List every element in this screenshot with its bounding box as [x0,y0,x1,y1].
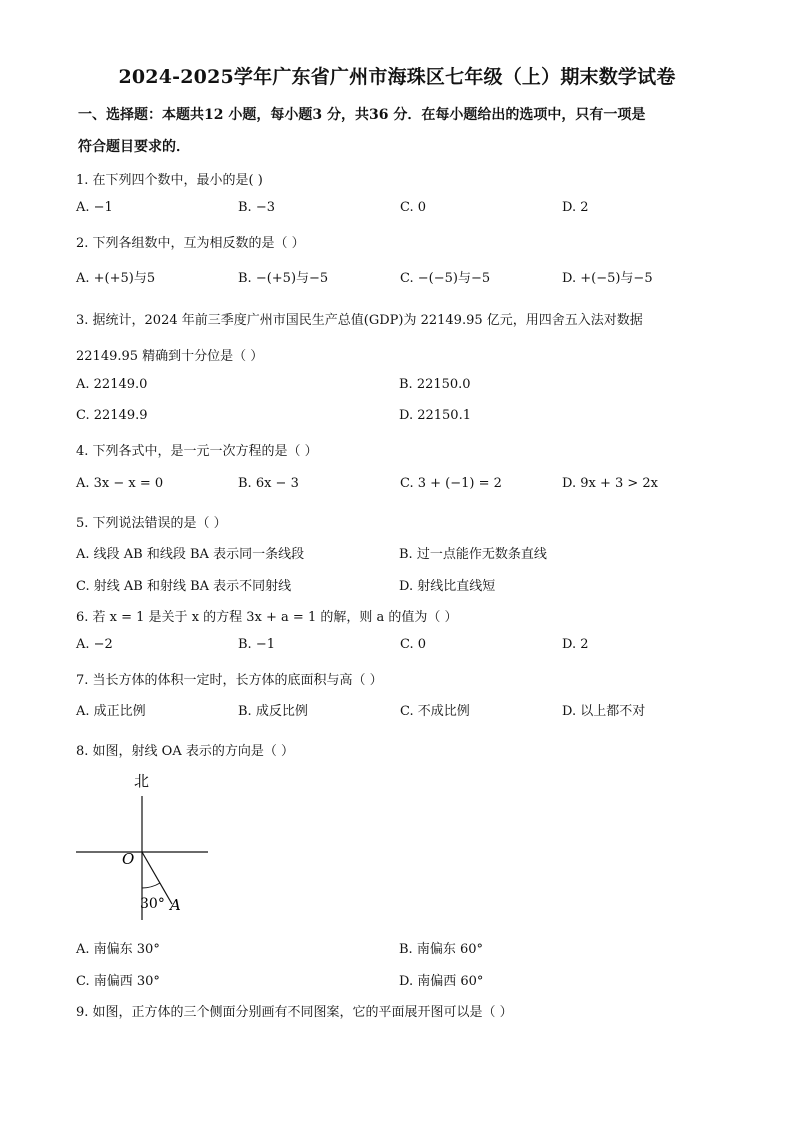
question-2-option-a: A. +(+5)与5 [76,271,156,286]
question-1-option-a: A. −1 [76,200,113,215]
question-9-stem: 9. 如图，正方体的三个侧面分别画有不同图案，它的平面展开图可以是（ ） [76,1005,513,1020]
question-7-option-b: B. 成反比例 [238,704,308,719]
question-8-option-d: D. 南偏西 60° [399,974,484,989]
question-5-option-c: C. 射线 AB 和射线 BA 表示不同射线 [76,579,292,594]
question-3-option-d: D. 22150.1 [399,408,471,423]
angle-label: 30° [140,896,165,912]
question-2-option-c: C. −(−5)与−5 [400,271,491,286]
question-6-option-c: C. 0 [400,637,427,652]
angle-arc [142,883,160,888]
question-4-option-c: C. 3 + (−1) = 2 [400,476,502,491]
question-6-stem: 6. 若 x = 1 是关于 x 的方程 3x + a = 1 的解，则 a 的值为（ ） [76,610,458,625]
question-3-option-c: C. 22149.9 [76,408,148,423]
north-label: 北 [134,772,150,790]
question-7-stem: 7. 当长方体的体积一定时，长方体的底面积与高（ ） [76,673,383,688]
section-heading-line1: 一、选择题：本题共12 小题，每小题3 分，共36 分．在每小题给出的选项中，只有一项是 [78,107,646,123]
question-8-option-a: A. 南偏东 30° [76,942,160,957]
question-6-option-b: B. −1 [238,637,275,652]
point-a-label: A [170,896,181,914]
question-8-option-c: C. 南偏西 30° [76,974,160,989]
question-1-option-c: C. 0 [400,200,427,215]
question-7-option-d: D. 以上都不对 [562,704,646,719]
question-7-option-c: C. 不成比例 [400,704,470,719]
question-2-option-b: B. −(+5)与−5 [238,271,329,286]
question-2-option-d: D. +(−5)与−5 [562,271,653,286]
question-1-stem: 1. 在下列四个数中，最小的是( ) [76,173,263,188]
question-1-option-d: D. 2 [562,200,589,215]
page-title: 2024-2025学年广东省广州市海珠区七年级（上）期末数学试卷 [118,66,676,88]
question-1-option-b: B. −3 [238,200,275,215]
question-3-option-b: B. 22150.0 [399,377,471,392]
question-2-stem: 2. 下列各组数中，互为相反数的是（ ） [76,236,305,251]
question-5-option-a: A. 线段 AB 和线段 BA 表示同一条线段 [76,547,305,562]
question-4-option-d: D. 9x + 3 > 2x [562,476,659,491]
question-3-option-a: A. 22149.0 [76,377,148,392]
direction-diagram [70,768,220,928]
question-6-option-d: D. 2 [562,637,589,652]
question-7-option-a: A. 成正比例 [76,704,146,719]
question-4-option-b: B. 6x − 3 [238,476,299,491]
question-4-option-a: A. 3x − x = 0 [76,476,164,491]
question-8-stem: 8. 如图，射线 OA 表示的方向是（ ） [76,744,294,759]
question-6-option-a: A. −2 [76,637,113,652]
section-heading-line2: 符合题目要求的． [78,139,190,155]
question-3-stem-line2: 22149.95 精确到十分位是（ ） [76,349,264,364]
question-3-stem-line1: 3. 据统计，2024 年前三季度广州市国民生产总值(GDP)为 22149.95 亿元，用四舍五入法对数据 [76,313,643,328]
question-5-stem: 5. 下列说法错误的是（ ） [76,516,227,531]
question-4-stem: 4. 下列各式中，是一元一次方程的是（ ） [76,444,318,459]
question-5-option-b: B. 过一点能作无数条直线 [399,547,547,562]
origin-label: O [122,850,135,868]
question-8-option-b: B. 南偏东 60° [399,942,483,957]
question-5-option-d: D. 射线比直线短 [399,579,496,594]
